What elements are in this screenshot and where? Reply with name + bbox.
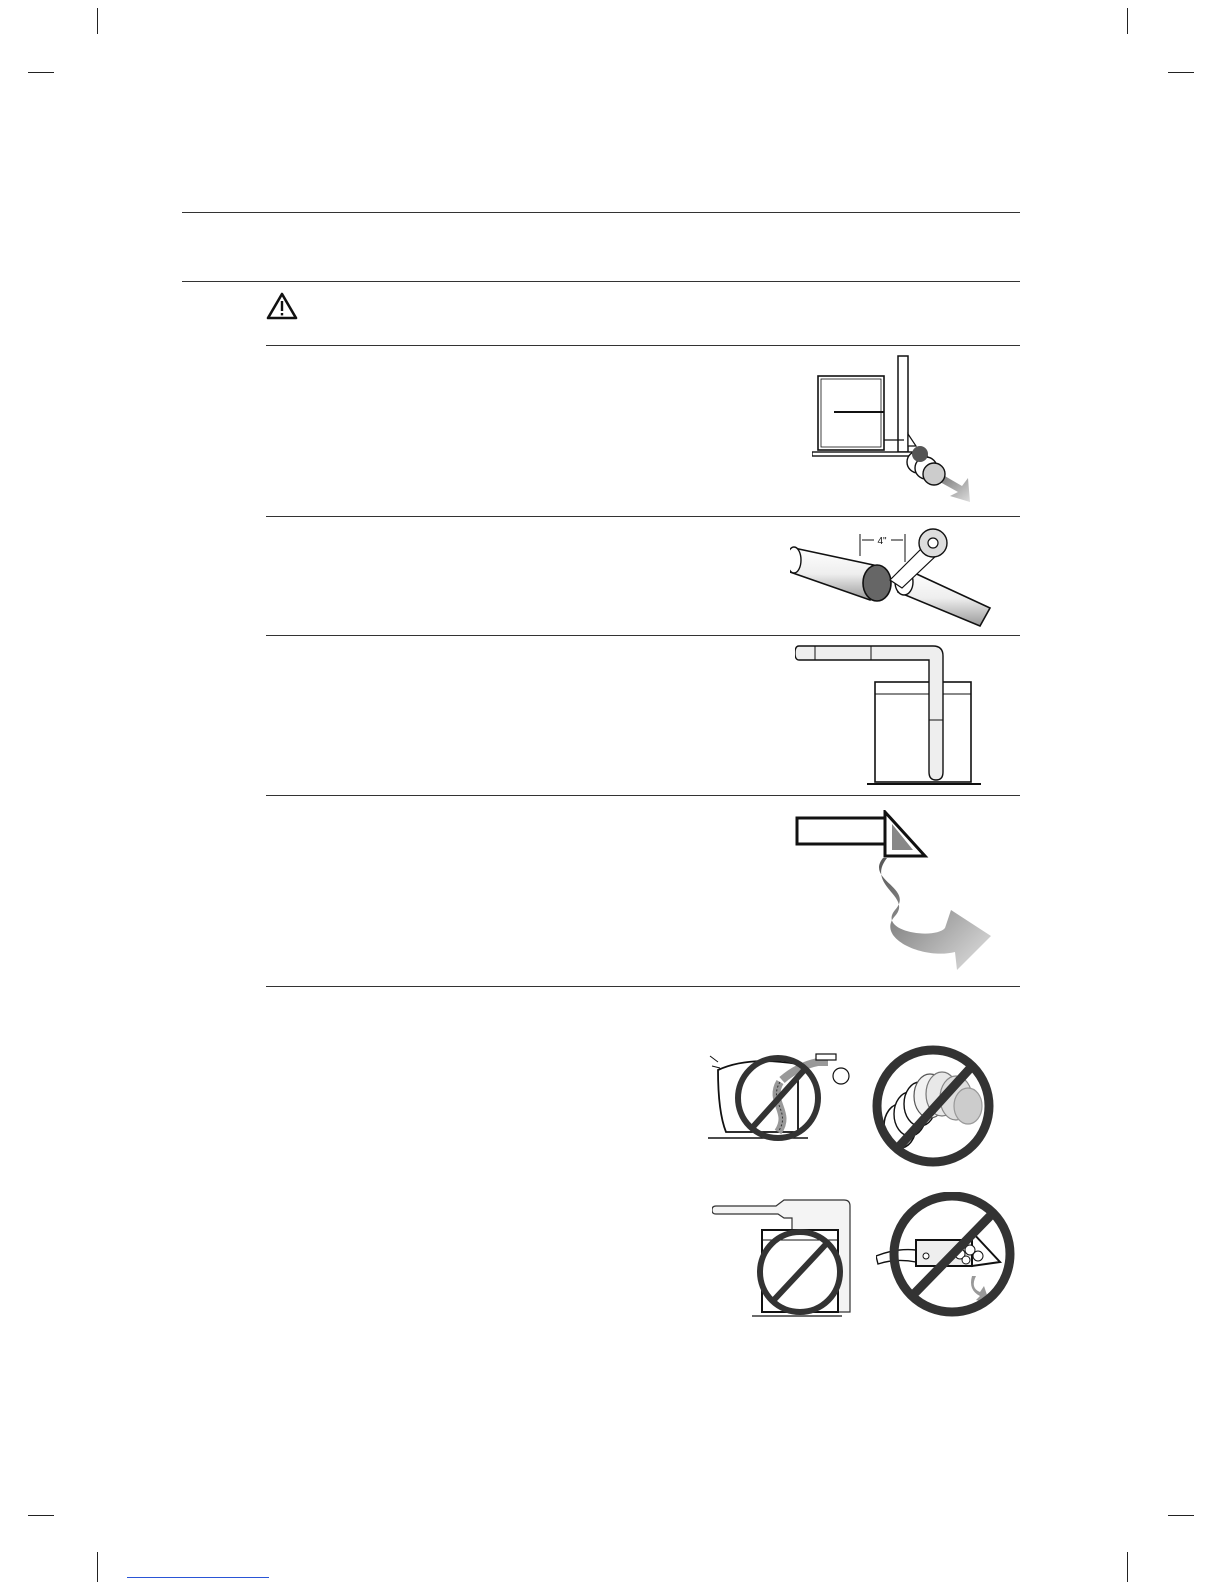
prohibited-flexible-duct-illustration xyxy=(870,1040,1000,1170)
dryer-venting-outside-illustration xyxy=(812,354,987,504)
row-rule xyxy=(266,986,1020,987)
rigid-duct-route-illustration xyxy=(795,642,995,790)
bottom-link-underline xyxy=(127,1577,269,1578)
dimension-label: 4" xyxy=(877,536,887,547)
row-rule xyxy=(266,516,1020,517)
row-rule xyxy=(266,795,1020,796)
prohibited-plastic-duct-illustration xyxy=(708,1042,858,1142)
crop-mark xyxy=(1168,1515,1194,1516)
row-rule xyxy=(266,345,1020,346)
prohibited-long-duct-illustration xyxy=(712,1198,862,1318)
row-rule xyxy=(266,635,1020,636)
crop-mark xyxy=(28,72,54,73)
crop-mark xyxy=(1127,8,1128,34)
crop-mark xyxy=(28,1515,54,1516)
warning-triangle-icon xyxy=(266,292,298,320)
section-rule-header xyxy=(182,281,1020,282)
crop-mark xyxy=(1127,1552,1128,1582)
crop-mark xyxy=(97,1552,98,1582)
prohibited-clogged-hood-illustration xyxy=(876,1192,1016,1322)
crop-mark xyxy=(97,8,98,34)
section-rule-top xyxy=(182,212,1020,213)
duct-joint-tape-illustration xyxy=(790,526,1000,630)
exhaust-hood-illustration xyxy=(795,810,995,980)
crop-mark xyxy=(1168,72,1194,73)
